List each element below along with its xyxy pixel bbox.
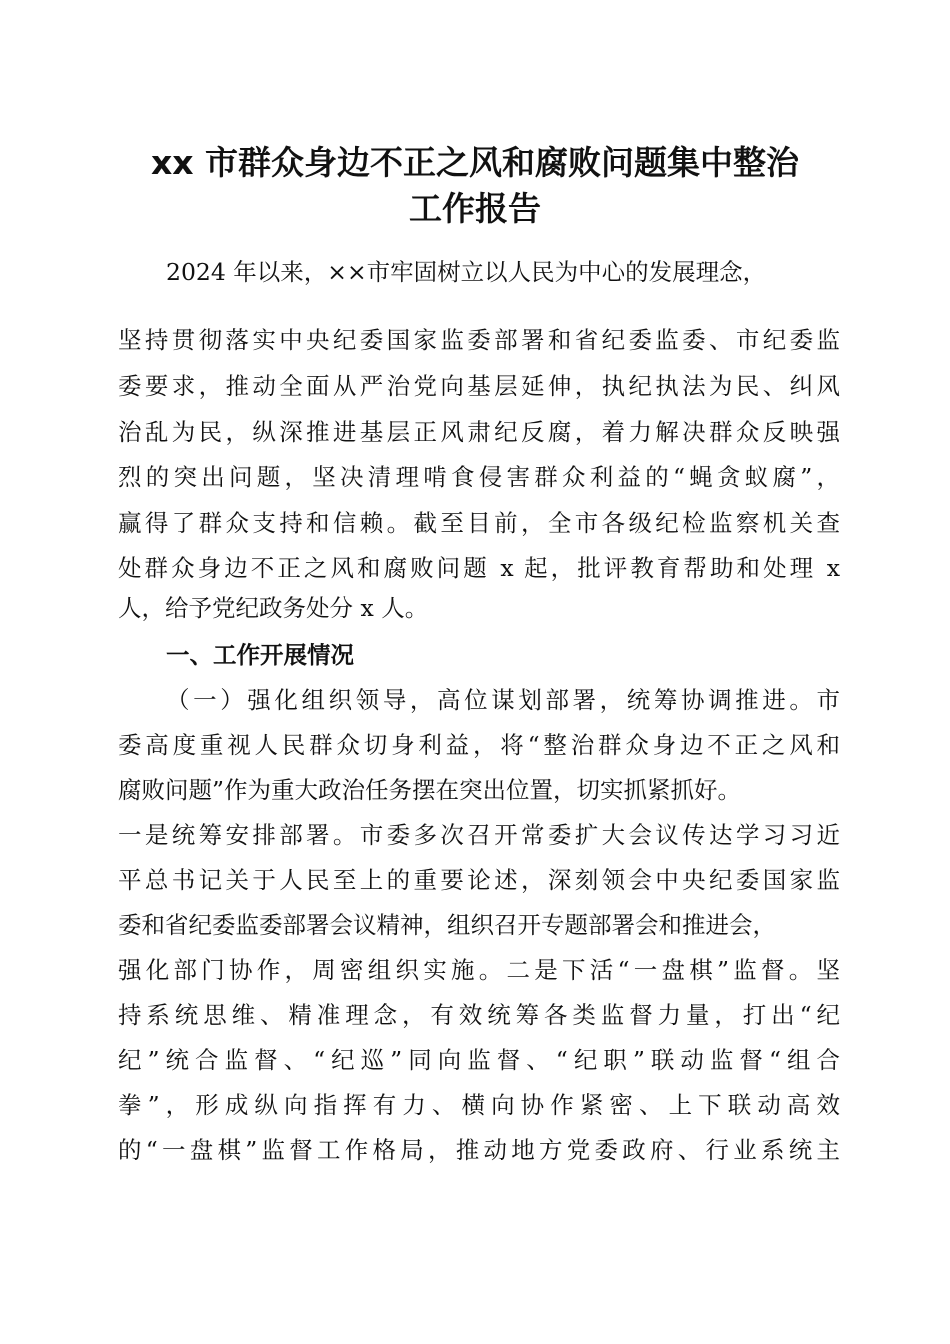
intro-line-2: 坚持贯彻落实中央纪委国家监委部署和省纪委监委、市纪委监 [118,326,840,354]
section1-line-2: 委高度重视人民群众切身利益，将“整治群众身边不正之风和 [118,731,840,759]
section1-line-3: 腐败问题”作为重大政治任务摆在突出位置，切实抓紧抓好。 [118,776,742,804]
section1-line-9: 纪”统合监督、“纪巡”同向监督、“纪职”联动监督“组合 [118,1046,840,1074]
section1-line-7: 强化部门协作，周密组织实施。二是下活“一盘棋”监督。坚 [118,956,840,984]
section1-line-4: 一是统筹安排部署。市委多次召开常委扩大会议传达学习习近 [118,821,840,849]
intro-line-5: 烈的突出问题，坚决清理啃食侵害群众利益的“蝇贪蚁腐”， [118,463,840,491]
intro-line-6: 赢得了群众支持和信赖。截至目前，全市各级纪检监察机关查 [118,509,840,537]
intro-line-8: 人，给予党纪政务处分 x 人。 [118,594,429,622]
section1-line-11: 的“一盘棋”监督工作格局，推动地方党委政府、行业系统主 [118,1136,840,1164]
intro-line-1: 2024 年以来，××市牢固树立以人民为中心的发展理念， [166,258,767,286]
intro-line-7: 处群众身边不正之风和腐败问题 x 起，批评教育帮助和处理 x [118,554,840,582]
section1-line-1: （一）强化组织领导，高位谋划部署，统筹协调推进。市 [166,686,840,714]
section1-line-10: 拳”，形成纵向指挥有力、横向协作紧密、上下联动高效 [118,1091,840,1119]
intro-line-3: 委要求，推动全面从严治党向基层延伸，执纪执法为民、纠风 [118,372,840,400]
section1-line-6: 委和省纪委监委部署会议精神，组织召开专题部署会和推进会， [118,911,776,939]
section-heading-1: 一、工作开展情况 [166,641,354,669]
document-title-line-2: 工作报告 [409,189,541,228]
document-title-line-1: xx 市群众身边不正之风和腐败问题集中整治 [150,143,800,182]
section1-line-5: 平总书记关于人民至上的重要论述，深刻领会中央纪委国家监 [118,866,840,894]
intro-line-4: 治乱为民，纵深推进基层正风肃纪反腐，着力解决群众反映强 [118,418,840,446]
section1-line-8: 持系统思维、精准理念，有效统筹各类监督力量，打出“纪 [118,1001,840,1029]
